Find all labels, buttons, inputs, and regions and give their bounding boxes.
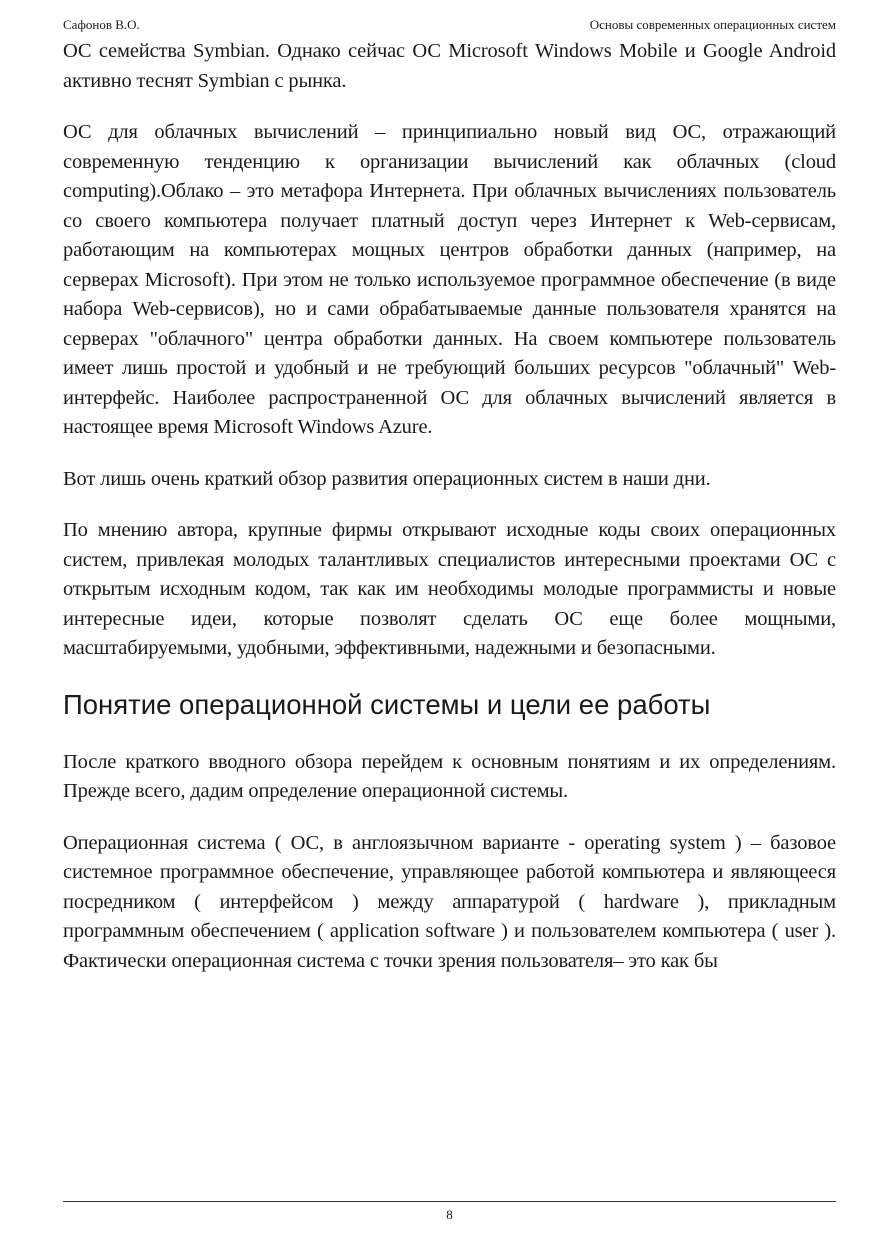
header-book-title: Основы современных операционных систем (589, 17, 836, 32)
footer-divider (63, 1201, 836, 1202)
header-author: Сафонов В.О. (63, 17, 140, 32)
paragraph-os-definition: Операционная система ( ОС, в англоязычном варианте - operating system ) – базовое системное программное обеспечение, управляющее работой компьютера и являющееся посредником ( интерфейсом ) между аппаратурой ( hardware ), прикладным программным обеспечением ( application software ) и пользователем компьютера ( user ). Фактически операционная система с точки зрения пользователя– это как бы (63, 831, 836, 972)
document-page (63, 0, 836, 1241)
section-heading: Понятие операционной системы и цели ее работы (63, 688, 711, 720)
page-number: 8 (446, 1207, 453, 1222)
running-header (63, 15, 836, 35)
paragraph-overview: Вот лишь очень краткий обзор развития операционных систем в наши дни. (63, 467, 711, 490)
paragraph-intro: После краткого вводного обзора перейдем к основным понятиям и их определениям. Прежде всего, дадим определение операционной системы. (63, 750, 836, 802)
paragraph-symbian: ОС семейства Symbian. Однако сейчас ОС Microsoft Windows Mobile и Google Android активно теснят Symbian с рынка. (63, 40, 836, 92)
paragraph-open-source: По мнению автора, крупные фирмы открывают исходные коды своих операционных систем, привлекая молодых талантливых специалистов интересными проектами ОС с открытым исходным кодом, так как им необходимы молодые программисты и новые интересные идеи, которые позволят сделать ОС еще более мощными, масштабируемыми, удобными, эффективными, надежными и безопасными. (63, 519, 836, 659)
paragraph-cloud-os: ОС для облачных вычислений – принципиально новый вид ОС, отражающий современную тенденцию к организации вычислений как облачных (cloud computing).Облако – это метафора Интернета. При облачных вычислениях пользователь со своего компьютера получает платный доступ через Интернет к Web-сервисам, работающим на компьютерах мощных центров обработки данных (например, на серверах Microsoft). При этом не только используемое программное обеспечение (в виде набора Web-сервисов), но и сами обрабатываемые данные пользователя хранятся на серверах "облачного" центра обработки данных. На своем компьютере пользователь имеет лишь простой и удобный и не требующий больших ресурсов "облачный" Web-интерфейс. Наиболее распространенной ОС для облачных вычислений является в настоящее время Microsoft Windows Azure. (63, 121, 836, 438)
page-body (63, 37, 836, 976)
